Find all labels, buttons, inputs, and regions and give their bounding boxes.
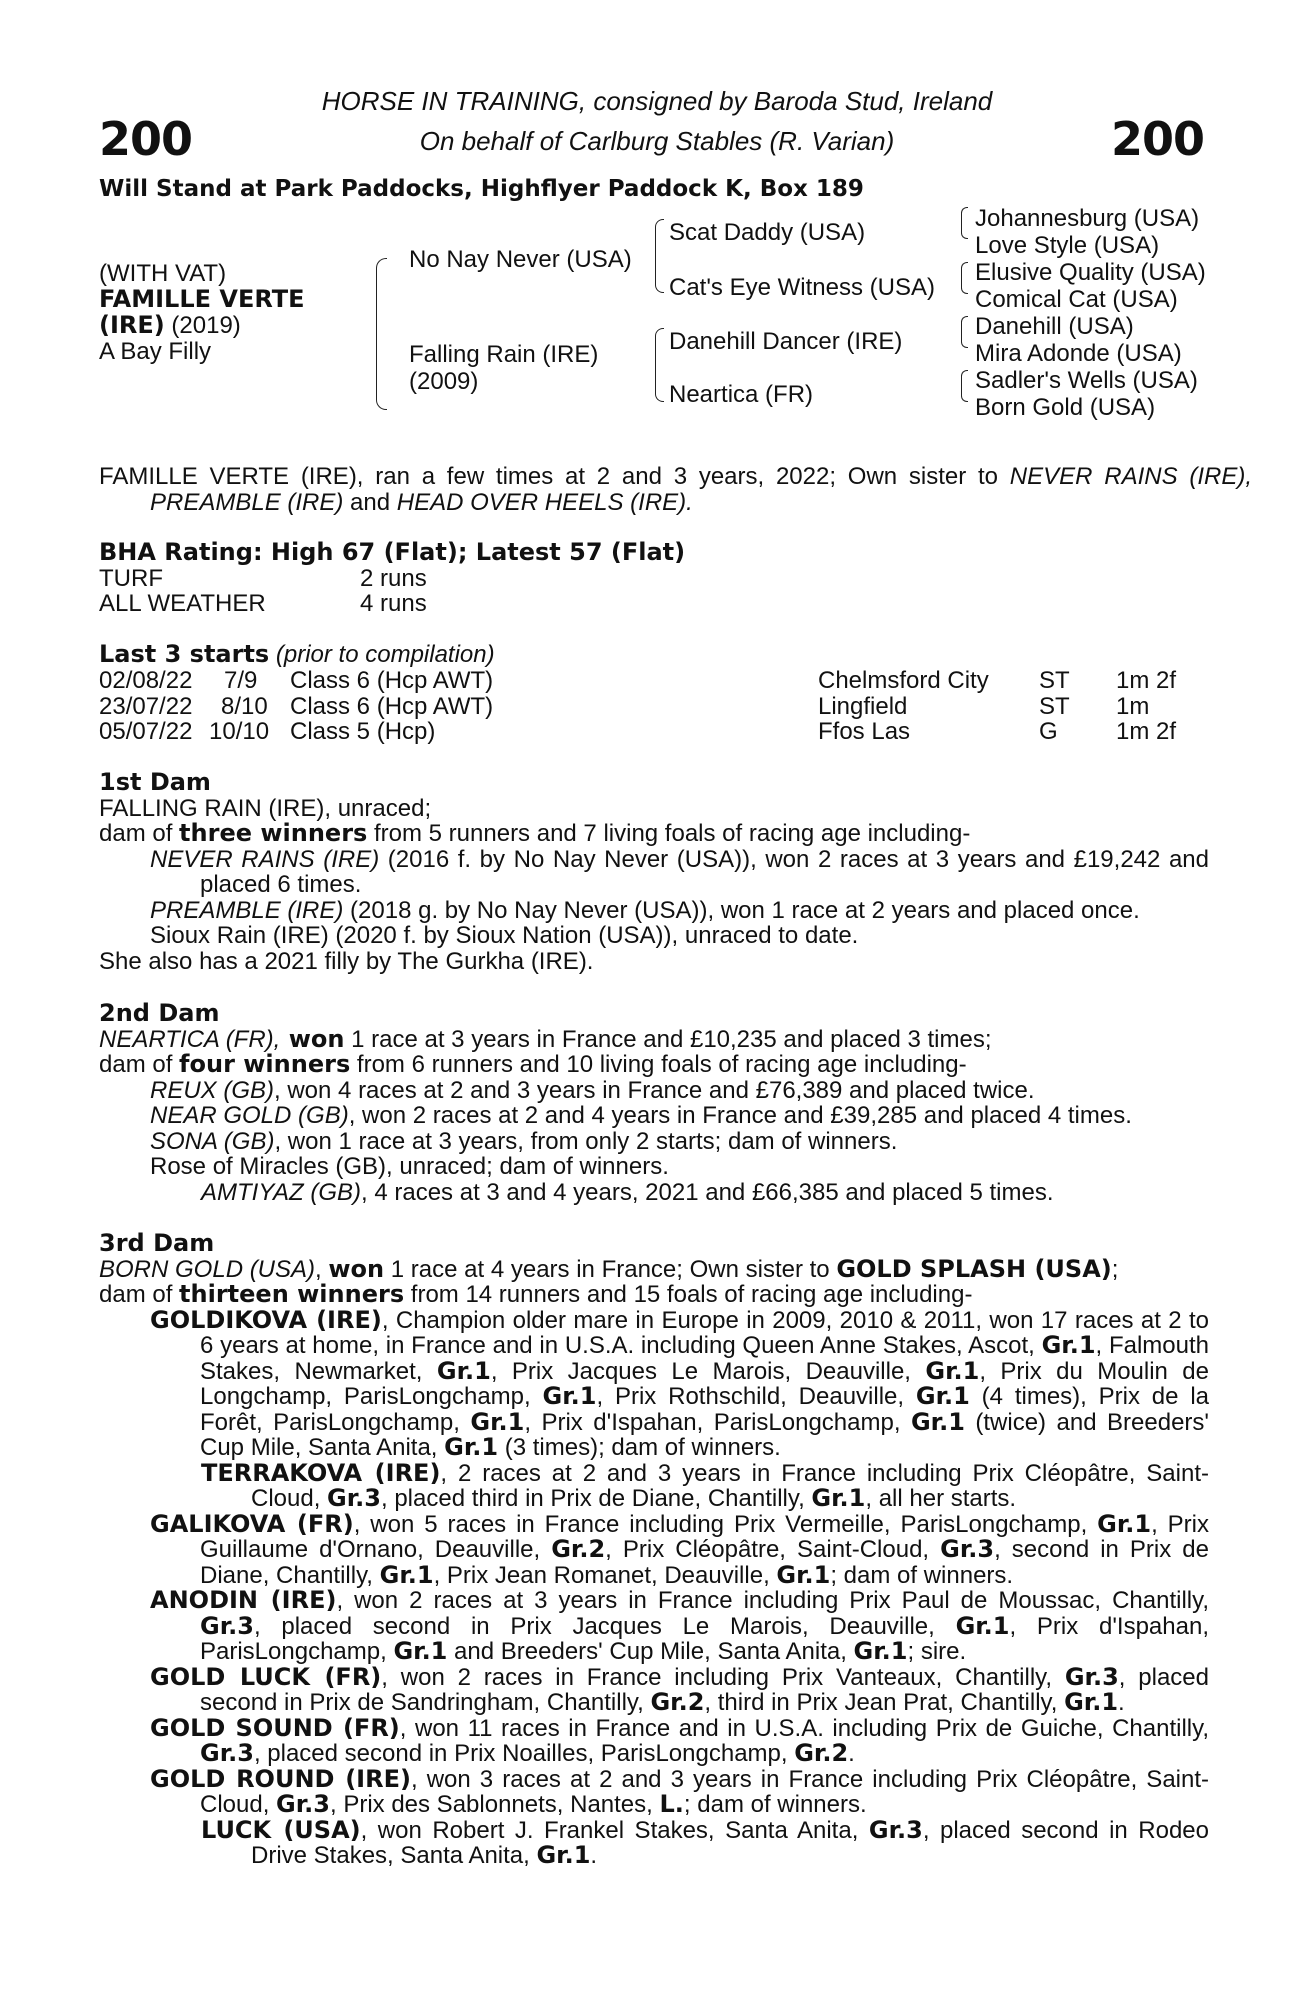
vat-note: (WITH VAT) [99, 260, 227, 287]
first-dam-note: She also has a 2021 filly by The Gurkha (IRE). [99, 947, 594, 975]
rating-row-aw-label: ALL WEATHER [99, 590, 266, 617]
pedigree-gen3-7: Sadler's Wells (USA) [975, 367, 1198, 394]
third-dam-line: BORN GOLD (USA), won 1 race at 4 years in France; Own sister to GOLD SPLASH (USA); [99, 1254, 1119, 1283]
start-row-pos: 10/10 [209, 718, 270, 745]
start-row-distance: 1m 2f [1116, 718, 1177, 745]
rating-row-aw-value: 4 runs [360, 590, 427, 617]
start-row-distance: 1m [1116, 693, 1150, 720]
pedigree-bracket-dam [655, 328, 664, 402]
start-row-pos: 7/9 [224, 667, 258, 694]
behalf-line: On behalf of Carlburg Stables (R. Varian) [419, 126, 895, 156]
second-dam-grandprogeny: AMTIYAZ (GB), 4 races at 3 and 4 years, 2021 and £66,385 and placed 5 times. [201, 1178, 1054, 1206]
rating-row-turf-value: 2 runs [360, 565, 427, 592]
first-dam-line: FALLING RAIN (IRE), unraced; [99, 794, 432, 822]
second-dam-progeny: SONA (GB), won 1 race at 3 years, from only 2 starts; dam of winners. [150, 1127, 898, 1155]
third-dam-heading: 3rd Dam [99, 1229, 215, 1257]
second-dam-produce-line: dam of four winners from 6 runners and 10 living foals of racing age including- [99, 1050, 967, 1078]
lot-number-left: 200 [99, 112, 193, 166]
pedigree-gen3-4: Comical Cat (USA) [975, 286, 1178, 313]
horse-description: A Bay Filly [99, 338, 212, 365]
second-dam-line: NEARTICA (FR), won 1 race at 3 years in France and £10,235 and placed 3 times; [99, 1024, 992, 1053]
pedigree-sire: No Nay Never (USA) [409, 246, 632, 273]
pedigree-gen3-3: Elusive Quality (USA) [975, 259, 1206, 286]
pedigree-bracket-sd [961, 262, 968, 294]
start-row-distance: 1m 2f [1116, 667, 1177, 694]
start-row-pos: 8/10 [221, 693, 268, 720]
horse-name: FAMILLE VERTE [99, 285, 305, 313]
start-row-class: Class 6 (Hcp AWT) [290, 667, 494, 694]
first-dam-progeny: PREAMBLE (IRE) (2018 g. by No Nay Never (USA)), won 1 race at 2 years and placed once. [150, 896, 1140, 924]
second-dam-progeny: NEAR GOLD (GB), won 2 races at 2 and 4 years in France and £39,285 and placed 4 times. [150, 1102, 1132, 1129]
progeny-gold-sound: GOLD SOUND (FR), won 11 races in France and in U.S.A. including Prix de Guiche, Chantilly, Gr.3, placed second in Prix Noailles, ParisLongchamp, Gr.2. [150, 1713, 1209, 1767]
second-dam-heading: 2nd Dam [99, 999, 220, 1027]
horse-year: (2019) [171, 312, 241, 339]
second-dam-section [99, 1001, 1209, 1205]
progeny-gold-round: GOLD ROUND (IRE), won 3 races at 2 and 3 years in France including Prix Cléopâtre, Saint-Cloud, Gr.3, Prix des Sablonnets, Nantes, L.; dam of winners. [150, 1764, 1210, 1818]
pedigree-dam-sire: Danehill Dancer (IRE) [669, 328, 903, 355]
starts-heading-line [99, 642, 495, 668]
second-dam-progeny: REUX (GB), won 4 races at 2 and 3 years in France and £76,389 and placed twice. [150, 1076, 1035, 1104]
pedigree-gen3-5: Danehill (USA) [975, 313, 1134, 340]
third-dam-section [99, 1231, 1209, 1869]
pedigree-bracket-ss [961, 207, 968, 239]
progeny-goldikova: GOLDIKOVA (IRE), Champion older mare in Europe in 2009, 2010 & 2011, won 17 races at 2 to 6 years at home, in France and in U.S.A. including Queen Anne Stakes, Ascot, Gr.1, Falmouth Stakes, Newmarket, Gr.1, Prix Jacques Le Marois, Deauville, Gr.1, Prix du Moulin de Longchamp, ParisLongchamp, Gr.1, Prix Rothschild, Deauville, Gr.1 (4 times), Prix de la Forêt, ParisLongchamp, Gr.1, Prix d'Ispahan, ParisLongchamp, Gr.1 (twice) and Breeders' Cup Mile, Santa Anita, Gr.1 (3 times); dam of winners. [150, 1305, 1210, 1461]
horse-country: (IRE) [99, 311, 165, 339]
consignor-line: HORSE IN TRAINING, consigned by Baroda Stud, Ireland [321, 86, 993, 116]
pedigree-dam-year: (2009) [409, 368, 479, 395]
progeny-anodin: ANODIN (IRE), won 2 races at 3 years in France including Prix Paul de Moussac, Chantilly, Gr.3, placed second in Prix Jacques Le Marois, Deauville, Gr.1, Prix d'Ispahan, ParisLongchamp, Gr.1 and Breeders' Cup Mile, Santa Anita, Gr.1; sire. [150, 1586, 1209, 1665]
pedigree-bracket-sire [655, 219, 664, 293]
starts-note: (prior to compilation) [275, 641, 495, 668]
first-dam-progeny: Sioux Rain (IRE) (2020 f. by Sioux Nation (USA)), unraced to date. [150, 922, 859, 949]
start-row-date: 23/07/22 [99, 693, 193, 720]
rating-heading: BHA Rating: High 67 (Flat); Latest 57 (Flat) [99, 538, 686, 566]
start-row-going: ST [1039, 667, 1070, 694]
lot-number-right: 200 [1110, 112, 1204, 166]
starts-heading: Last 3 starts [99, 640, 270, 668]
second-dam-progeny: Rose of Miracles (GB), unraced; dam of winners. [150, 1153, 669, 1180]
start-row-course: Lingfield [818, 693, 908, 720]
pedigree-gen3-2: Love Style (USA) [975, 232, 1160, 259]
start-row-course: Chelmsford City [818, 667, 989, 694]
rating-row-turf-label: TURF [99, 565, 163, 592]
third-dam-produce-line: dam of thirteen winners from 14 runners and 15 foals of racing age including- [99, 1280, 973, 1308]
pedigree-sire-dam: Cat's Eye Witness (USA) [669, 274, 935, 301]
first-dam-section [99, 770, 1209, 974]
start-row-class: Class 5 (Hcp) [290, 718, 436, 745]
pedigree-gen3-6: Mira Adonde (USA) [975, 340, 1182, 367]
pedigree-gen3-1: Johannesburg (USA) [975, 205, 1200, 232]
progeny-terrakova: TERRAKOVA (IRE), 2 races at 2 and 3 years in France including Prix Cléopâtre, Saint-Cloud, Gr.3, placed third in Prix de Diane, Chantilly, Gr.1, all her starts. [201, 1458, 1209, 1512]
start-row-going: ST [1039, 693, 1070, 720]
first-dam-produce-line: dam of three winners from 5 runners and 7 living foals of racing age including- [99, 819, 971, 847]
first-dam-progeny: NEVER RAINS (IRE) (2016 f. by No Nay Never (USA)), won 2 races at 3 years and £19,242 and placed 6 times. [150, 845, 1209, 898]
pedigree-bracket-ds [961, 316, 968, 348]
start-row-class: Class 6 (Hcp AWT) [290, 693, 494, 720]
pedigree-bracket-dd [961, 370, 968, 402]
intro-paragraph: FAMILLE VERTE (IRE), ran a few times at 2 and 3 years, 2022; Own sister to NEVER RAINS (IRE), PREAMBLE (IRE) and HEAD OVER HEELS (IRE). [99, 463, 1253, 516]
progeny-galikova: GALIKOVA (FR), won 5 races in France including Prix Vermeille, ParisLongchamp, Gr.1, Prix Guillaume d'Ornano, Deauville, Gr.2, Prix Cléopâtre, Saint-Cloud, Gr.3, second in Prix de Diane, Chantilly, Gr.1, Prix Jean Romanet, Deauville, Gr.1; dam of winners. [150, 1509, 1210, 1589]
start-row-going: G [1039, 718, 1058, 745]
start-row-date: 05/07/22 [99, 718, 193, 745]
start-row-date: 02/08/22 [99, 667, 193, 694]
pedigree-bracket-gen1 [376, 258, 387, 410]
pedigree-gen3-8: Born Gold (USA) [975, 394, 1156, 421]
pedigree-dam-dam: Neartica (FR) [669, 381, 814, 408]
progeny-gold-luck: GOLD LUCK (FR), won 2 races in France including Prix Vanteaux, Chantilly, Gr.3, placed second in Prix de Sandringham, Chantilly, Gr.2, third in Prix Jean Prat, Chantilly, Gr.1. [150, 1662, 1210, 1716]
pedigree-dam: Falling Rain (IRE) [409, 341, 599, 368]
stand-location: Will Stand at Park Paddocks, Highflyer Paddock K, Box 189 [99, 176, 864, 202]
progeny-luck: LUCK (USA), won Robert J. Frankel Stakes, Santa Anita, Gr.3, placed second in Rodeo Drive Stakes, Santa Anita, Gr.1. [201, 1815, 1210, 1869]
pedigree-sire-sire: Scat Daddy (USA) [669, 219, 866, 246]
horse-suffix-year [99, 313, 241, 339]
start-row-course: Ffos Las [818, 718, 911, 745]
first-dam-heading: 1st Dam [99, 768, 211, 796]
